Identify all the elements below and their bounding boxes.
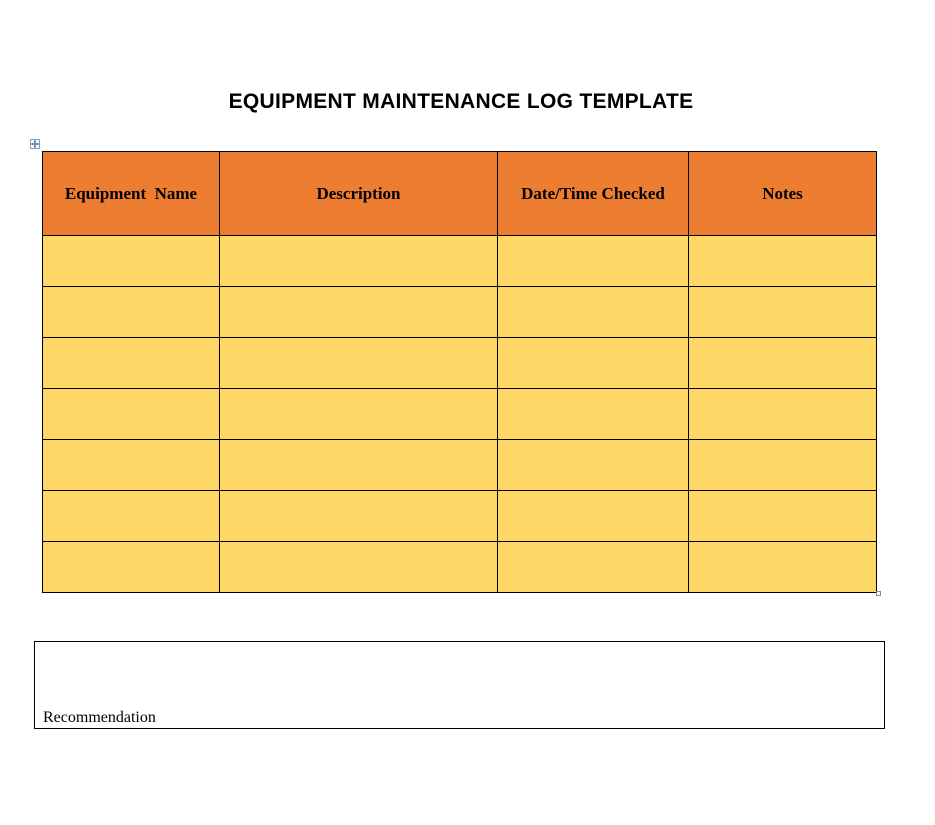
table-row — [43, 542, 877, 593]
table-row — [43, 389, 877, 440]
table-cell[interactable] — [689, 440, 877, 491]
table-cell[interactable] — [43, 491, 220, 542]
table-cell[interactable] — [43, 389, 220, 440]
table-cell[interactable] — [689, 542, 877, 593]
table-move-handle-icon[interactable] — [30, 139, 40, 149]
table-row — [43, 338, 877, 389]
table-row — [43, 236, 877, 287]
table-cell[interactable] — [220, 236, 498, 287]
table-cell[interactable] — [689, 287, 877, 338]
table-cell[interactable] — [43, 236, 220, 287]
table-cell[interactable] — [220, 542, 498, 593]
table-cell[interactable] — [498, 389, 689, 440]
table-cell[interactable] — [220, 440, 498, 491]
table-cell[interactable] — [43, 287, 220, 338]
table-cell[interactable] — [498, 287, 689, 338]
table-row — [43, 287, 877, 338]
recommendation-label: Recommendation — [43, 709, 156, 726]
table-cell[interactable] — [498, 338, 689, 389]
table-row — [43, 491, 877, 542]
table-cell[interactable] — [689, 389, 877, 440]
maintenance-log-table — [42, 151, 877, 593]
table-cell[interactable] — [43, 338, 220, 389]
table-header-row — [43, 152, 877, 236]
column-header-date-time-checked: Date/Time Checked — [498, 152, 689, 236]
table-cell[interactable] — [43, 440, 220, 491]
table-cell[interactable] — [498, 236, 689, 287]
document-title: EQUIPMENT MAINTENANCE LOG TEMPLATE — [228, 90, 694, 113]
table-cell[interactable] — [220, 287, 498, 338]
table-cell[interactable] — [220, 338, 498, 389]
recommendation-box[interactable] — [34, 641, 885, 729]
table-cell[interactable] — [220, 389, 498, 440]
table-cell[interactable] — [498, 440, 689, 491]
table-row — [43, 440, 877, 491]
column-header-description: Description — [220, 152, 498, 236]
table-cell[interactable] — [43, 542, 220, 593]
table-cell[interactable] — [689, 236, 877, 287]
table-cell[interactable] — [689, 338, 877, 389]
column-header-notes: Notes — [689, 152, 877, 236]
table-cell[interactable] — [498, 542, 689, 593]
column-header-equipment-name: Equipment Name — [43, 152, 220, 236]
table-resize-handle-icon[interactable] — [876, 591, 881, 596]
table-cell[interactable] — [689, 491, 877, 542]
table-cell[interactable] — [498, 491, 689, 542]
table-cell[interactable] — [220, 491, 498, 542]
